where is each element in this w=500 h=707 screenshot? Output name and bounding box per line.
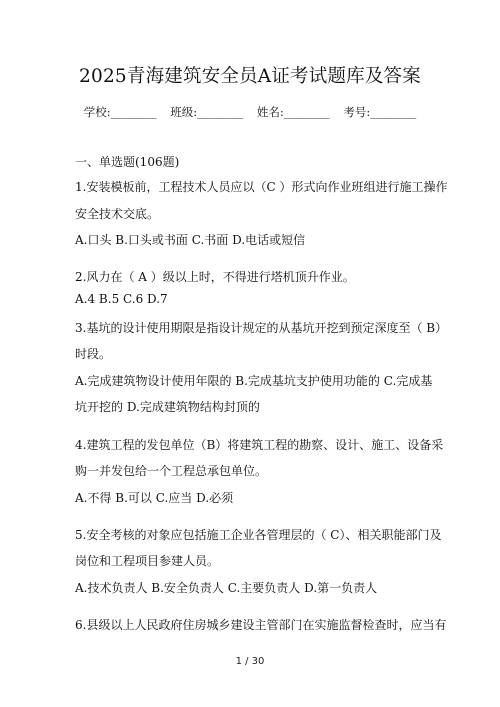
question-5-line-1: 5.安全考核的对象应包括施工企业各管理层的（ C）、相关职能部门及	[75, 528, 442, 542]
question-4-line-1: 4.建筑工程的发包单位（B）将建筑工程的勘察、设计、施工、设备采	[75, 438, 444, 452]
question-3-options-1: A.完成建筑物设计使用年限的 B.完成基坑支护使用功能的 C.完成基	[75, 374, 433, 388]
section-heading: 一、单选题(106题)	[75, 155, 180, 169]
question-5-options: A.技术负责人 B.安全负责人 C.主要负责人 D.第一负责人	[75, 581, 378, 595]
school-field: 学校:________	[83, 105, 157, 119]
question-2-line-1: 2.风力在（ A ）级以上时，不得进行塔机顶升作业。	[75, 270, 355, 284]
question-5-line-2: 岗位和工程项目参建人员。	[75, 554, 220, 568]
question-4-line-2: 购一并发包给一个工程总承包单位。	[75, 464, 268, 478]
question-1-line-2: 安全技术交底。	[75, 207, 160, 221]
question-3-options-2: 坑开挖的 D.完成建筑物结构封顶的	[75, 400, 260, 414]
question-6-line-1: 6.县级以上人民政府住房城乡建设主管部门在实施监督检查时，应当有	[75, 618, 447, 632]
question-1-line-1: 1.安装模板前，工程技术人员应以（C ）形式向作业班组进行施工操作	[75, 180, 448, 194]
question-4-options: A.不得 B.可以 C.应当 D.必须	[75, 491, 234, 505]
question-2-options: A.4 B.5 C.6 D.7	[75, 292, 168, 306]
name-field: 姓名:________	[256, 105, 330, 119]
page-title: 2025青海建筑安全员A证考试题库及答案	[79, 66, 421, 87]
exam-number-field: 考号:________	[343, 105, 417, 119]
question-3-line-2: 时段。	[75, 347, 112, 361]
question-3-line-1: 3.基坑的设计使用期限是指设计规定的从基坑开挖到预定深度至（ B）	[75, 321, 448, 335]
question-1-options: A.口头 B.口头或书面 C.书面 D.电话或短信	[75, 233, 306, 247]
page-number: 1 / 30	[235, 656, 265, 667]
class-field: 班级:________	[170, 105, 244, 119]
exam-info-row	[0, 104, 500, 120]
